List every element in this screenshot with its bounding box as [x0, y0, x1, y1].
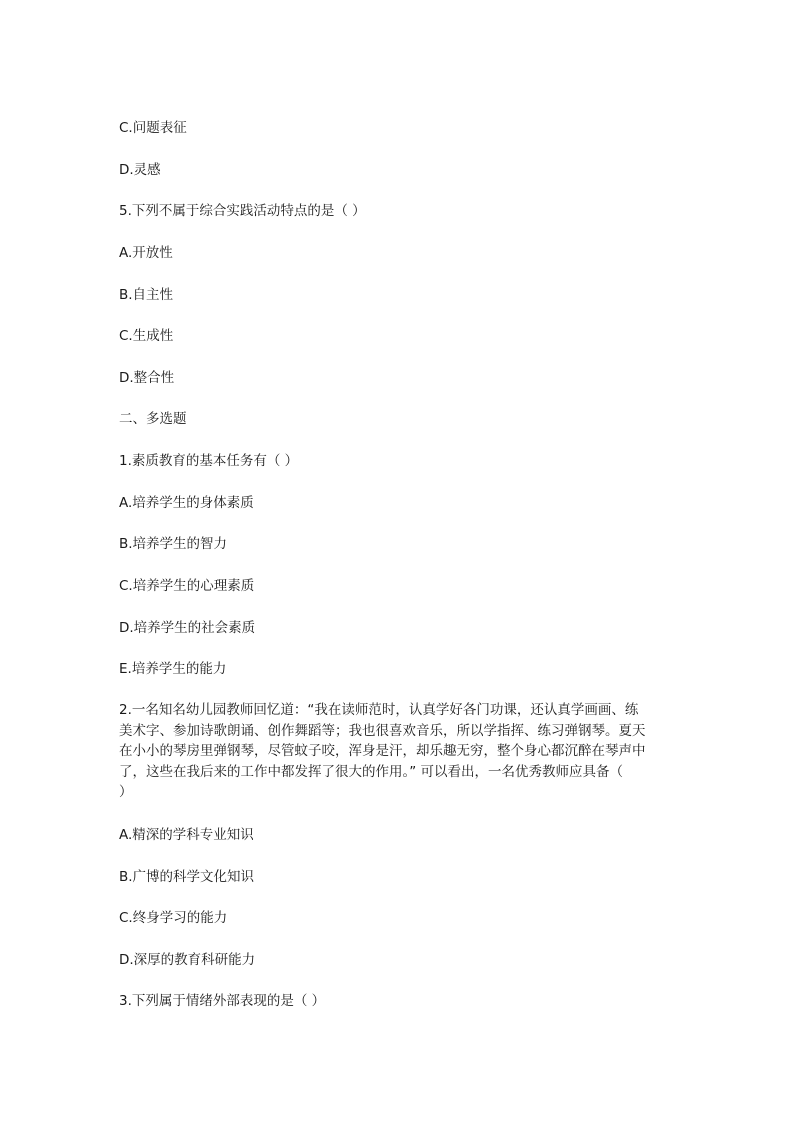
multi-question-1-option-d: D.培养学生的社会素质: [119, 620, 256, 636]
multi-question-2-option-c: C.终身学习的能力: [119, 910, 228, 926]
multi-question-1-option-b: B.培养学生的智力: [119, 536, 228, 552]
multi-question-2-option-d: D.深厚的教育科研能力: [119, 952, 256, 968]
multi-question-1-option-a: A.培养学生的身体素质: [119, 495, 254, 511]
multi-question-2-option-b: B.广博的科学文化知识: [119, 869, 255, 885]
stem-line: 2.一名知名幼儿园教师回忆道：“我在读师范时，认真学好各门功课，还认真学画画、练: [119, 702, 639, 718]
multi-question-2-stem: [119, 700, 679, 803]
multi-question-2-option-a: A.精深的学科专业知识: [119, 827, 254, 843]
stem-line: ）: [119, 784, 133, 800]
question-5-option-a: A.开放性: [119, 245, 173, 261]
stem-line: 了，这些在我后来的工作中都发挥了很大的作用。” 可以看出，一名优秀教师应具备（: [119, 763, 624, 780]
question-5-stem: 5.下列不属于综合实践活动特点的是（ ）: [119, 203, 366, 219]
stem-line: 在小小的琴房里弹钢琴，尽管蚊子咬，浑身是汗，却乐趣无穷，整个身心都沉醉在琴声中: [119, 743, 646, 759]
multi-question-1-stem: 1.素质教育的基本任务有（ ）: [119, 453, 299, 469]
multi-question-1-option-e: E.培养学生的能力: [119, 661, 227, 677]
prev-question-option-d: D.灵感: [119, 162, 161, 178]
multi-question-3-stem: 3.下列属于情绪外部表现的是（ ）: [119, 993, 326, 1009]
stem-line: 美术字、参加诗歌朗诵、创作舞蹈等；我也很喜欢音乐，所以学指挥、练习弹钢琴。夏天: [119, 722, 646, 739]
section-title: 二、多选题: [119, 411, 187, 427]
question-5-option-d: D.整合性: [119, 370, 175, 386]
question-5-option-b: B.自主性: [119, 287, 174, 303]
question-5-option-c: C.生成性: [119, 328, 174, 344]
multi-question-1-option-c: C.培养学生的心理素质: [119, 578, 255, 594]
prev-question-option-c: C.问题表征: [119, 120, 187, 136]
